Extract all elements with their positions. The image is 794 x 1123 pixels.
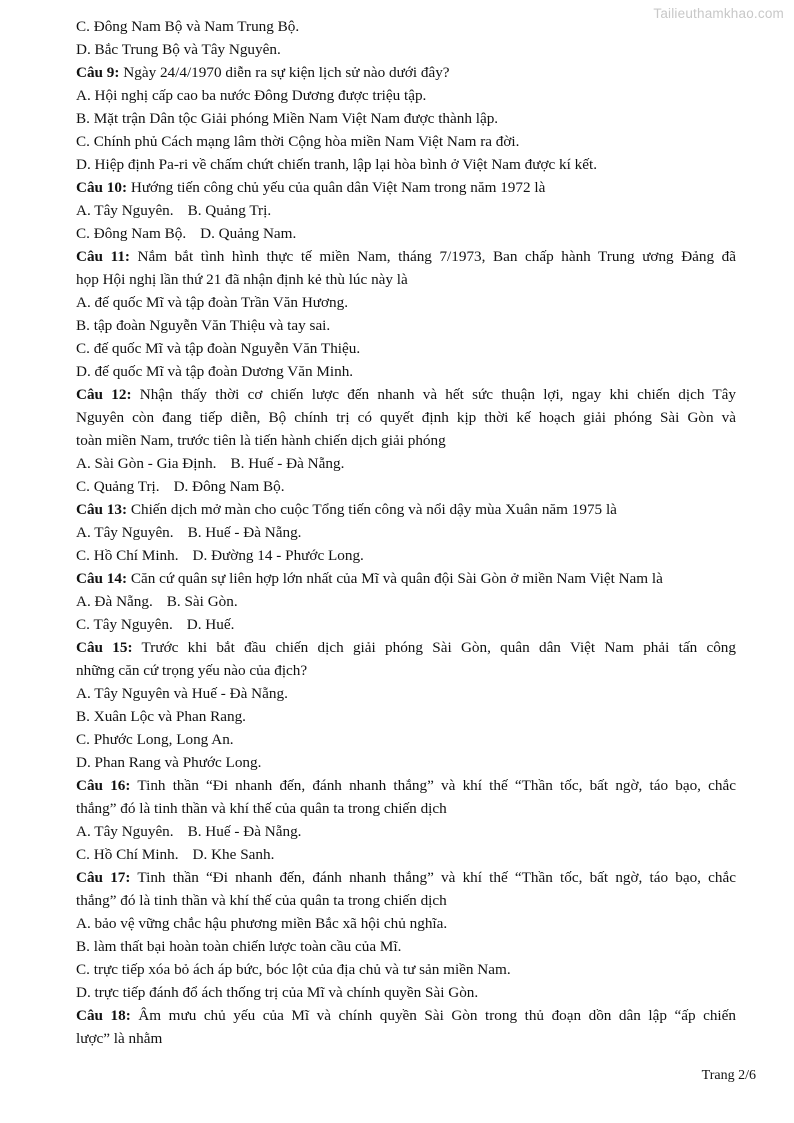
page-number: Trang 2/6 <box>701 1068 756 1083</box>
q13-option-b: B. Huế - Đà Nẵng. <box>187 524 302 541</box>
question-11-cont: họp Hội nghị lần thứ 21 đã nhận định kẻ thù lúc này là <box>76 271 408 288</box>
question-text: Hướng tiến công chủ yếu của quân dân Việt Nam trong năm 1972 là <box>127 179 546 196</box>
watermark: Tailieuthamkhao.com <box>653 6 784 21</box>
q11-option-c: C. đế quốc Mĩ và tập đoàn Nguyễn Văn Thiệu. <box>76 340 361 357</box>
document-body <box>76 15 736 1050</box>
question-number: Câu 13: <box>76 501 128 518</box>
option-c: C. Đông Nam Bộ và Nam Trung Bộ. <box>76 18 300 35</box>
question-text: Nắm bắt tình hình thực tế miền Nam, tháng 7/1973, Ban chấp hành Trung ương Đảng đã <box>129 248 736 265</box>
q9-option-a: A. Hội nghị cấp cao ba nước Đông Dương được triệu tập. <box>76 87 427 104</box>
question-text: Âm mưu chủ yếu của Mĩ và chính quyền Sài Gòn trong thủ đoạn dồn dân lập “ấp chiến <box>130 1007 736 1024</box>
q13-options-cd <box>76 544 736 567</box>
q13-option-c: C. Hồ Chí Minh. <box>76 547 179 564</box>
q12-option-b: B. Huế - Đà Nẵng. <box>230 455 345 472</box>
q14-option-b: B. Sài Gòn. <box>166 593 238 610</box>
question-text: Tinh thần “Đi nhanh đến, đánh nhanh thắng” và khí thế “Thần tốc, bất ngờ, táo bạo, chắc <box>130 869 736 886</box>
question-18-cont: lược” là nhằm <box>76 1030 163 1047</box>
q9-option-b: B. Mặt trận Dân tộc Giải phóng Miền Nam Việt Nam được thành lập. <box>76 110 499 127</box>
question-text: Căn cứ quân sự liên hợp lớn nhất của Mĩ và quân đội Sài Gòn ở miền Nam Việt Nam là <box>127 570 663 587</box>
q14-options-cd <box>76 613 736 636</box>
q16-option-c: C. Hồ Chí Minh. <box>76 846 179 863</box>
q14-options-ab <box>76 590 736 613</box>
q11-option-b: B. tập đoàn Nguyễn Văn Thiệu và tay sai. <box>76 317 331 334</box>
q13-option-a: A. Tây Nguyên. <box>76 524 174 541</box>
q12-option-a: A. Sài Gòn - Gia Định. <box>76 455 217 472</box>
question-16-cont: thắng” đó là tinh thần và khí thế của quân ta trong chiến dịch <box>76 800 447 817</box>
q17-option-a: A. bảo vệ vững chắc hậu phương miền Bắc xã hội chủ nghĩa. <box>76 915 448 932</box>
question-17 <box>76 866 736 889</box>
q15-option-b: B. Xuân Lộc và Phan Rang. <box>76 708 246 725</box>
q10-option-c: C. Đông Nam Bộ. <box>76 225 187 242</box>
question-number: Câu 18: <box>76 1007 131 1024</box>
question-13 <box>76 498 736 521</box>
q10-option-d: D. Quảng Nam. <box>200 225 297 242</box>
question-number: Câu 17: <box>76 869 131 886</box>
q15-option-c: C. Phước Long, Long An. <box>76 731 234 748</box>
question-number: Câu 9: <box>76 64 120 81</box>
q10-options-ab <box>76 199 736 222</box>
question-text: Nhận thấy thời cơ chiến lược đến nhanh và hết sức thuận lợi, ngay khi chiến dịch Tây <box>131 386 736 403</box>
question-11 <box>76 245 736 268</box>
question-16 <box>76 774 736 797</box>
q16-option-b: B. Huế - Đà Nẵng. <box>187 823 302 840</box>
question-12 <box>76 383 736 406</box>
question-text: Tinh thần “Đi nhanh đến, đánh nhanh thắng” và khí thế “Thần tốc, bất ngờ, táo bạo, chắc <box>130 777 736 794</box>
question-text: Chiến dịch mở màn cho cuộc Tổng tiến công và nổi dậy mùa Xuân năm 1975 là <box>127 501 617 518</box>
q12-options-ab <box>76 452 736 475</box>
q14-option-a: A. Đà Nẵng. <box>76 593 153 610</box>
question-number: Câu 11: <box>76 248 130 265</box>
question-14 <box>76 567 736 590</box>
q10-options-cd <box>76 222 736 245</box>
question-9 <box>76 61 736 84</box>
option-d: D. Bắc Trung Bộ và Tây Nguyên. <box>76 41 281 58</box>
q10-option-b: B. Quảng Trị. <box>187 202 272 219</box>
q17-option-d: D. trực tiếp đánh đổ ách thống trị của Mĩ và chính quyền Sài Gòn. <box>76 984 479 1001</box>
question-17-cont: thắng” đó là tinh thần và khí thế của quân ta trong chiến dịch <box>76 892 447 909</box>
question-15-cont: những căn cứ trọng yếu nào của địch? <box>76 662 308 679</box>
question-number: Câu 16: <box>76 777 131 794</box>
q16-option-d: D. Khe Sanh. <box>192 846 275 863</box>
question-number: Câu 15: <box>76 639 133 656</box>
q16-options-ab <box>76 820 736 843</box>
q9-option-c: C. Chính phủ Cách mạng lâm thời Cộng hòa miền Nam Việt Nam ra đời. <box>76 133 520 150</box>
question-18 <box>76 1004 736 1027</box>
question-number: Câu 10: <box>76 179 128 196</box>
q15-option-a: A. Tây Nguyên và Huế - Đà Nẵng. <box>76 685 288 702</box>
question-text: Ngày 24/4/1970 diễn ra sự kiện lịch sử nào dưới đây? <box>119 64 450 81</box>
q12-options-cd <box>76 475 736 498</box>
q9-option-d: D. Hiệp định Pa-ri về chấm chứt chiến tranh, lập lại hòa bình ở Việt Nam được kí kết. <box>76 156 597 173</box>
q12-option-d: D. Đông Nam Bộ. <box>173 478 285 495</box>
q11-option-a: A. đế quốc Mĩ và tập đoàn Trần Văn Hương. <box>76 294 349 311</box>
question-12-cont2: toàn miền Nam, trước tiên là tiến hành chiến dịch giải phóng <box>76 432 446 449</box>
question-10 <box>76 176 736 199</box>
q16-options-cd <box>76 843 736 866</box>
q17-option-b: B. làm thất bại hoàn toàn chiến lược toàn cầu của Mĩ. <box>76 938 402 955</box>
question-text: Trước khi bắt đầu chiến dịch giải phóng Sài Gòn, quân dân Việt Nam phải tấn công <box>132 639 736 656</box>
q13-option-d: D. Đường 14 - Phước Long. <box>192 547 364 564</box>
question-15 <box>76 636 736 659</box>
question-number: Câu 14: <box>76 570 128 587</box>
q15-option-d: D. Phan Rang và Phước Long. <box>76 754 262 771</box>
q10-option-a: A. Tây Nguyên. <box>76 202 174 219</box>
q11-option-d: D. đế quốc Mĩ và tập đoàn Dương Văn Minh. <box>76 363 354 380</box>
q14-option-d: D. Huế. <box>186 616 235 633</box>
q14-option-c: C. Tây Nguyên. <box>76 616 173 633</box>
q16-option-a: A. Tây Nguyên. <box>76 823 174 840</box>
q12-option-c: C. Quảng Trị. <box>76 478 160 495</box>
question-number: Câu 12: <box>76 386 132 403</box>
question-12-cont: Nguyên còn đang tiếp diễn, Bộ chính trị có quyết định kịp thời kế hoạch giải phóng Sài Gòn và <box>76 409 736 426</box>
q13-options-ab <box>76 521 736 544</box>
q17-option-c: C. trực tiếp xóa bỏ ách áp bức, bóc lột của địa chủ và tư sản miền Nam. <box>76 961 511 978</box>
